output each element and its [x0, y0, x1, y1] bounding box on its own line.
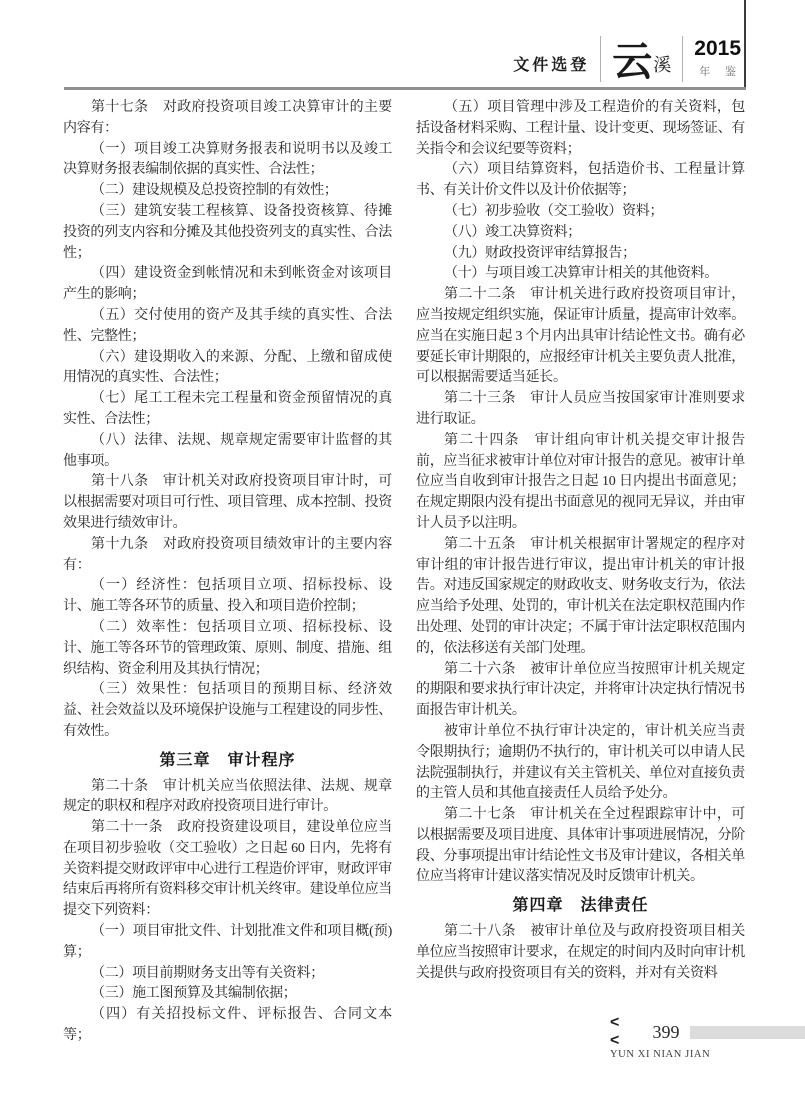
paragraph: （七）尾工工程未完工程量和资金预留情况的真实性、合法性；	[63, 391, 392, 427]
paragraph: （三）施工图预算及其编制依据；	[91, 986, 297, 1002]
yearbook-romanized-title: YUN XI NIAN JIAN	[610, 1049, 711, 1060]
yearbook-logo	[612, 39, 672, 84]
paragraph: 第十九条 对政府投资项目绩效审计的主要内容有：	[63, 536, 392, 573]
paragraph: 第二十四条 审计组向审计机关提交审计报告前，应当征求被审计单位对审计报告的意见。被审计单位应当自收到审计报告之日起 10 日内提出书面意见；在规定期限内没有提出书面意见的视同无异议，并由审计人员予以注明。	[416, 432, 745, 531]
paragraph: （八）法律、法规、规章规定需要审计监督的其他事项。	[63, 432, 392, 469]
paragraph: （二）建设规模及总投资控制的有效性；	[91, 183, 338, 199]
page-footer	[610, 1014, 805, 1049]
paragraph: 第二十二条 审计机关进行政府投资项目审计，应当按规定组织实施，保证审计质量，提高审计效率。应当在实施日起 3 个月内出具审计结论性文书。确有必要延长审计期限的，应报经审计机关主要负责人批准，可以根据需要适当延长。	[416, 287, 745, 386]
section-label: 文件选登	[513, 57, 590, 74]
paragraph: （四）有关招投标文件、评标报告、合同文本等；	[63, 1007, 392, 1044]
paragraph: （三）效果性：包括项目的预期目标、经济效益、社会效益以及环境保护设施与工程建设的同步性、有效性。	[63, 682, 392, 739]
page-header	[513, 36, 741, 82]
chapter-heading: 第四章 法律责任	[512, 897, 649, 915]
header-divider-1	[600, 36, 601, 82]
year-block	[694, 38, 741, 82]
left-column	[63, 98, 392, 1047]
paragraph: （一）经济性：包括项目立项、招标投标、设计、施工等各环节的质量、投入和项目造价控制；	[63, 578, 392, 615]
page-number: 399	[652, 1021, 680, 1042]
paragraph: （五）项目管理中涉及工程造价的有关资料，包括设备材料采购、工程计量、设计变更、现场签证、有关指令和会议纪要等资料；	[416, 100, 745, 157]
header-divider-2	[682, 36, 683, 82]
paragraph: 第二十条 审计机关应当依照法律、法规、规章规定的职权和程序对政府投资项目进行审计。	[63, 778, 392, 815]
paragraph: （十）与项目竣工决算审计相关的其他资料。	[444, 266, 718, 282]
paragraph: 第十七条 对政府投资项目竣工决算审计的主要内容有：	[63, 100, 392, 136]
footer-gray-bar	[690, 1026, 805, 1039]
yearbook-label: 年 鉴	[699, 66, 743, 78]
right-column	[416, 98, 745, 984]
paragraph: 第二十七条 审计机关在全过程跟踪审计中，可以根据需要及项目进度、具体审计事项进展情况，分阶段、分事项提出审计结论性文书及审计建议，各相关单位应当将审计建议落实情况及时反馈审计机关。	[416, 807, 745, 885]
paragraph: （一）项目审批文件、计划批准文件和项目概(预)算；	[63, 924, 392, 960]
paragraph: （三）建筑安装工程核算、设备投资核算、待摊投资的列支内容和分摊及其他投资列支的真实性、合法性；	[63, 203, 392, 261]
paragraph: 第十八条 审计机关对政府投资项目审计时，可以根据需要对项目可行性、项目管理、成本控制、投资效果进行绩效审计。	[63, 474, 392, 531]
logo-char-small: 溪	[653, 55, 672, 75]
paragraph: 被审计单位不执行审计决定的，审计机关应当责令限期执行；逾期仍不执行的，审计机关可以申请人民法院强制执行，并建议有关主管机关、单位对直接负责的主管人员和其他直接责任人员给予处分。	[416, 723, 745, 802]
paragraph: （四）建设资金到帐情况和未到帐资金对该项目产生的影响；	[63, 266, 392, 303]
header-end-rule	[744, 0, 746, 88]
paragraph: （六）项目结算资料，包括造价书、工程量计算书、有关计价文件以及计价依据等；	[416, 162, 745, 199]
chapter-heading: 第三章 审计程序	[159, 751, 296, 769]
logo-char-large: 云	[612, 39, 653, 84]
paragraph: 第二十五条 审计机关根据审计署规定的程序对审计组的审计报告进行审议，提出审计机关的审计报告。对违反国家规定的财政收支、财务收支行为，依法应当给予处理、处罚的，审计机关在法定职权范围内作出处理、处罚的审计决定；不属于审计法定职权范围内的，依法移送有关部门处理。	[416, 536, 745, 656]
paragraph: 第二十三条 审计人员应当按国家审计准则要求进行取证。	[416, 391, 745, 427]
paragraph: 第二十八条 被审计单位及与政府投资项目相关单位应当按照审计要求，在规定的时间内及时向审计机关提供与政府投资项目有关的资料，并对有关资料	[416, 924, 745, 981]
paragraph: （五）交付使用的资产及其手续的真实性、合法性、完整性；	[63, 307, 392, 344]
paragraph: （九）财政投资评审结算报告；	[444, 245, 636, 261]
year-value: 2015	[694, 37, 741, 60]
paragraph: （二）项目前期财务支出等有关资料；	[91, 965, 324, 981]
paragraph: 第二十一条 政府投资建设项目，建设单位应当在项目初步验收（交工验收）之日起 60 日内，先将有关资料提交财政评审中心进行工程造价评审，财政评审结束后再将所有资料移交审计机关终审。建设单位应当提交下列资料：	[63, 820, 392, 919]
paragraph: （七）初步验收（交工验收）资料；	[444, 203, 664, 219]
paragraph: （六）建设期收入的来源、分配、上缴和留成使用情况的真实性、合法性；	[63, 349, 392, 386]
paragraph: （八）竣工决算资料；	[444, 224, 581, 240]
chevron-left-icons: < <	[610, 1014, 627, 1049]
paragraph: 第二十六条 被审计单位应当按照审计机关规定的期限和要求执行审计决定，并将审计决定执行情况书面报告审计机关。	[416, 661, 745, 719]
header-horizontal-rule	[64, 87, 746, 90]
paragraph: （二）效率性：包括项目立项、招标投标、设计、施工等各环节的管理政策、原则、制度、措施、组织结构、资金利用及其执行情况；	[63, 619, 392, 677]
paragraph: （一）项目竣工决算财务报表和说明书以及竣工决算财务报表编制依据的真实性、合法性；	[63, 141, 392, 178]
